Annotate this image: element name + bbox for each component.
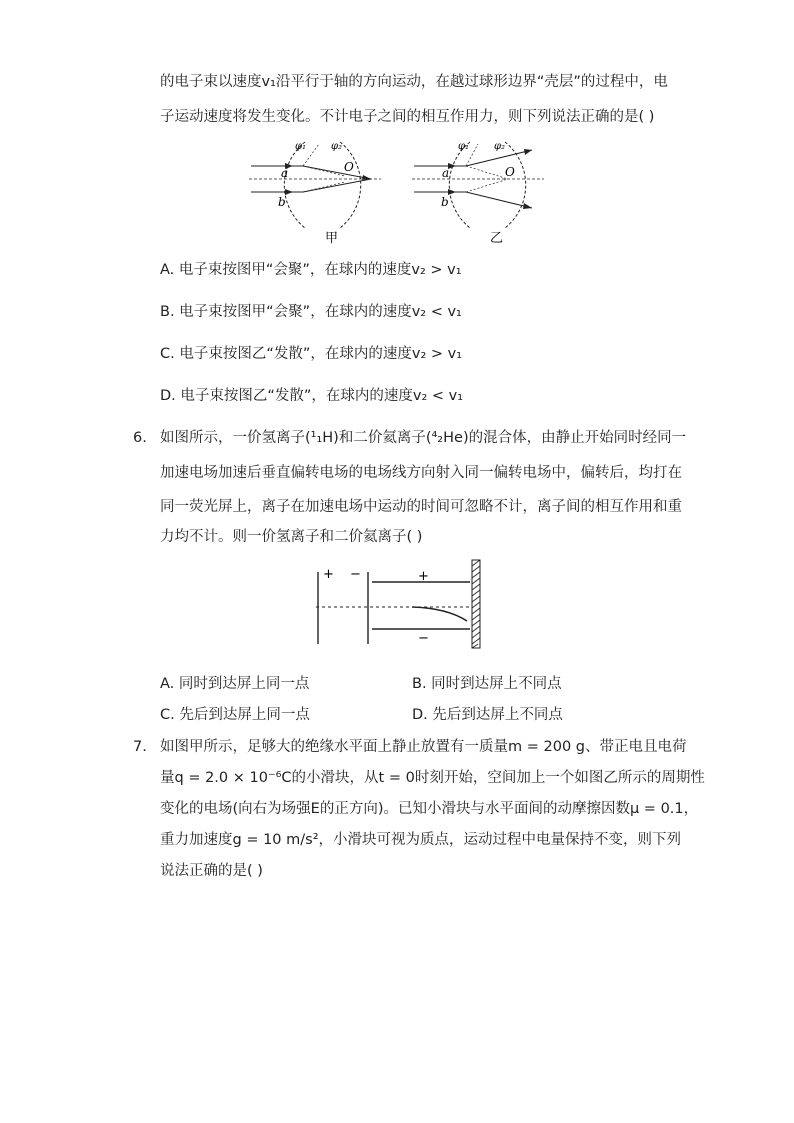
q6-option-b: B. 同时到达屏上不同点 — [412, 676, 562, 692]
q7-stem-line-5: 说法正确的是( ) — [160, 863, 263, 879]
point-b-label: b — [278, 195, 286, 209]
ray-bottom-converging — [303, 179, 371, 192]
plus-sign: + — [418, 569, 429, 584]
q7-stem-line-3: 变化的电场(向右为场强E的正方向)。已知小滑块与水平面间的动摩擦因数μ = 0.1， — [160, 801, 699, 817]
q6-stem-line-4: 力均不计。则一价氢离子和二价氦离子( ) — [160, 529, 423, 545]
origin-label: O — [344, 160, 354, 174]
ray-bottom-diverging — [466, 192, 532, 208]
origin-label: O — [505, 165, 515, 179]
q6-stem-line-3: 同一荧光屏上，离子在加速电场中运动的时间可忽略不计，离子间的相互作用和重 — [160, 499, 682, 515]
phi1-label: φ₁ — [458, 141, 470, 152]
q7-stem-line-4: 重力加速度g = 10 m/s²，小滑块可视为质点，运动过程中电量保持不变，则下列 — [160, 832, 682, 848]
outer-shell-arc — [340, 142, 361, 228]
arrow-head — [285, 189, 293, 195]
phi2-label: φ₂ — [331, 141, 343, 152]
q5-option-d: D. 电子束按图乙“发散”，在球内的速度v₂ < v₁ — [160, 388, 464, 404]
q6-number: 6. — [133, 430, 147, 446]
q6-stem-line-1: 如图所示，一价氢离子(¹₁H)和二价氦离子(⁴₂He)的混合体，由静止开始同时经同一 — [160, 430, 687, 446]
q5-stem-line-1: 的电子束以速度v₁沿平行于轴的方向运动，在越过球形边界“壳层”的过程中，电 — [160, 74, 668, 90]
deflection-field-diagram — [312, 558, 487, 650]
point-a-label: a — [442, 166, 450, 180]
ray-top-converging — [303, 166, 371, 179]
point-a-label: a — [281, 166, 289, 180]
plus-sign: + — [323, 567, 334, 582]
q7-stem-line-2: 量q = 2.0 × 10⁻⁶C的小滑块，从t = 0时刻开始，空间加上一个如图乙所示的周期性 — [160, 770, 705, 786]
inner-shell-arc — [284, 142, 305, 228]
q5-stem-line-2: 子运动速度将发生变化。不计电子之间的相互作用力，则下列说法正确的是( ) — [160, 109, 655, 125]
inner-shell-arc — [449, 142, 470, 228]
q7-number: 7. — [133, 739, 147, 755]
electron-converge-diagram — [245, 136, 385, 246]
minus-sign: − — [350, 567, 361, 582]
q5-option-a: A. 电子束按图甲“会聚”，在球内的速度v₂ > v₁ — [160, 262, 462, 278]
ray-top-diverging — [466, 150, 532, 166]
ion-trajectory — [412, 607, 467, 621]
electron-diverge-diagram — [408, 136, 548, 246]
minus-sign: − — [418, 631, 429, 646]
q5-option-c: C. 电子束按图乙“发散”，在球内的速度v₂ > v₁ — [160, 346, 463, 362]
q7-stem-line-1: 如图甲所示，足够大的绝缘水平面上静止放置有一质量m = 200 g、带正电且电荷 — [160, 739, 687, 755]
phi2-label: φ₂ — [494, 141, 506, 152]
outer-shell-arc — [505, 142, 526, 228]
q6-option-c: C. 先后到达屏上同一点 — [160, 707, 310, 723]
q6-option-d: D. 先后到达屏上不同点 — [412, 707, 563, 723]
figure-caption-jia: 甲 — [325, 231, 339, 246]
phi1-label: φ₁ — [295, 141, 307, 152]
q6-option-a: A. 同时到达屏上同一点 — [160, 676, 310, 692]
point-b-label: b — [441, 195, 449, 209]
q5-option-b: B. 电子束按图甲“会聚”，在球内的速度v₂ < v₁ — [160, 304, 462, 320]
figure-caption-yi: 乙 — [490, 231, 504, 246]
q6-stem-line-2: 加速电场加速后垂直偏转电场的电场线方向射入同一偏转电场中，偏转后，均打在 — [160, 465, 682, 481]
